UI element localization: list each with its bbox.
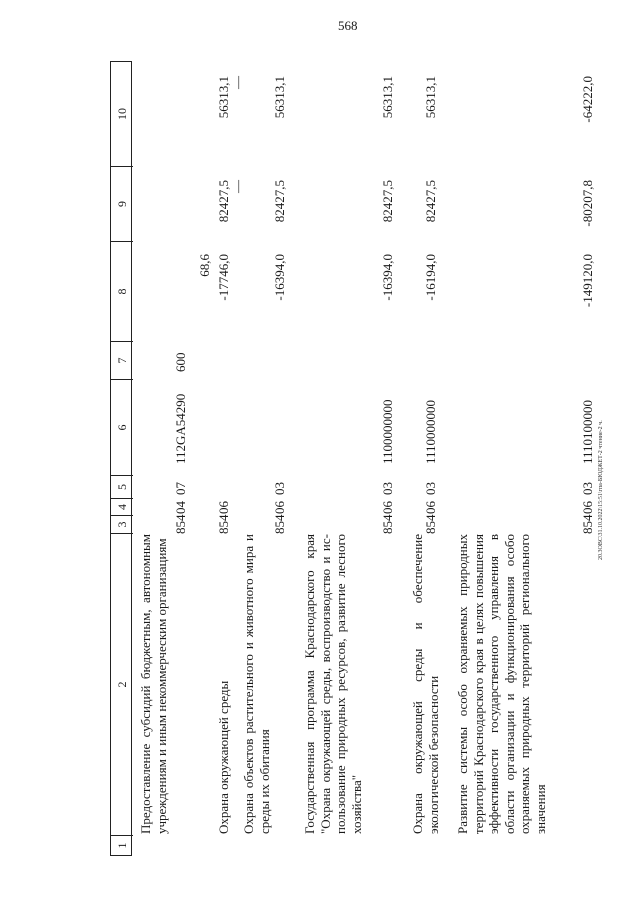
row-5-c8: -16194,0: [423, 254, 438, 301]
header-col-3: 3: [111, 515, 133, 533]
row-5-c6: 1110000000: [423, 399, 438, 464]
row-6-c6: 1110100000: [580, 399, 595, 464]
row-2-c8: -17746,0: [216, 254, 231, 301]
row-3-c9: 82427,5: [272, 180, 287, 223]
row-4-name: Государственная программа Краснодарского края "Охрана окружающей среды, воспроизводство и использование природных ресурсов, развитие лесного хозяйства": [302, 534, 364, 834]
row-3-name: Охрана объектов растительного и животного мира и среды их обитания: [241, 534, 272, 834]
row-1-c6: 112GA54290: [173, 393, 188, 464]
row-3-c8: -16394,0: [272, 254, 287, 301]
page-number: 568: [338, 18, 358, 33]
header-col-6: 6: [111, 379, 133, 475]
row-4-c9: 82427,5: [380, 180, 395, 223]
row-5-c5: 03: [423, 482, 438, 495]
row-4-c5: 03: [380, 482, 395, 495]
budget-table: [110, 61, 612, 856]
header-col-9: 9: [111, 166, 133, 241]
row-4-c3: 854: [380, 514, 395, 534]
row-6-c3: 854: [580, 514, 595, 534]
row-5-c10: 56313,1: [423, 76, 438, 119]
row-6-c9: -80207,8: [580, 180, 595, 227]
header-col-4: 4: [111, 498, 133, 515]
footer-stamp: 20.3ОВС\31.10.2022\15:51\гпа-БЮДЖЕТ-2 чтение-2 ч.: [598, 420, 604, 560]
header-col-7: 7: [111, 341, 133, 379]
header-col-10: 10: [114, 108, 129, 120]
row-6-c4: 06: [580, 501, 595, 514]
row-2-c4: 06: [216, 501, 231, 514]
row-5-c3: 854: [423, 514, 438, 534]
header-col-5: 5: [111, 475, 133, 498]
row-1-c10: —: [230, 76, 245, 89]
row-2-c9: 82427,5: [216, 180, 231, 223]
row-6-c5: 03: [580, 482, 595, 495]
header-col-1: 1: [111, 835, 133, 855]
table-header-row: [110, 61, 132, 856]
row-1-c5: 07: [173, 482, 188, 495]
row-2-c10: 56313,1: [216, 76, 231, 119]
row-6-name: Развитие системы особо охраняемых природных территорий Краснодарского края в целях повышения эффективности государственного управления в области организации и функционирования особо охраняемых природных территорий регионального значения: [455, 534, 548, 834]
row-1-c3: 854: [173, 514, 188, 534]
row-4-c6: 1100000000: [380, 399, 395, 464]
row-4-c8: -16394,0: [380, 254, 395, 301]
row-4-c10: 56313,1: [380, 76, 395, 119]
row-2-name: Охрана окружающей среды: [216, 680, 231, 834]
row-5-c4: 06: [423, 501, 438, 514]
row-5-c9: 82427,5: [423, 180, 438, 223]
row-1-c8: 68,6: [197, 254, 212, 277]
header-col-2: 2: [111, 533, 133, 835]
row-4-c4: 06: [380, 501, 395, 514]
row-1-c4: 04: [173, 501, 188, 514]
header-col-8: 8: [111, 241, 133, 341]
row-1-c9: —: [230, 180, 245, 193]
row-1-name: Предоставление субсидий бюджетным, автономным учреждениям и иным некоммерческим организациям: [138, 534, 169, 834]
row-3-c3: 854: [272, 514, 287, 534]
row-3-c5: 03: [272, 482, 287, 495]
row-3-c4: 06: [272, 501, 287, 514]
row-2-c3: 854: [216, 514, 231, 534]
row-6-c10: -64222,0: [580, 76, 595, 123]
row-6-c8: -149120,0: [580, 254, 595, 308]
row-1-c7: 600: [173, 352, 188, 372]
row-5-name: Охрана окружающей среды и обеспечение экологической безопасности: [410, 534, 441, 834]
row-3-c10: 56313,1: [272, 76, 287, 119]
